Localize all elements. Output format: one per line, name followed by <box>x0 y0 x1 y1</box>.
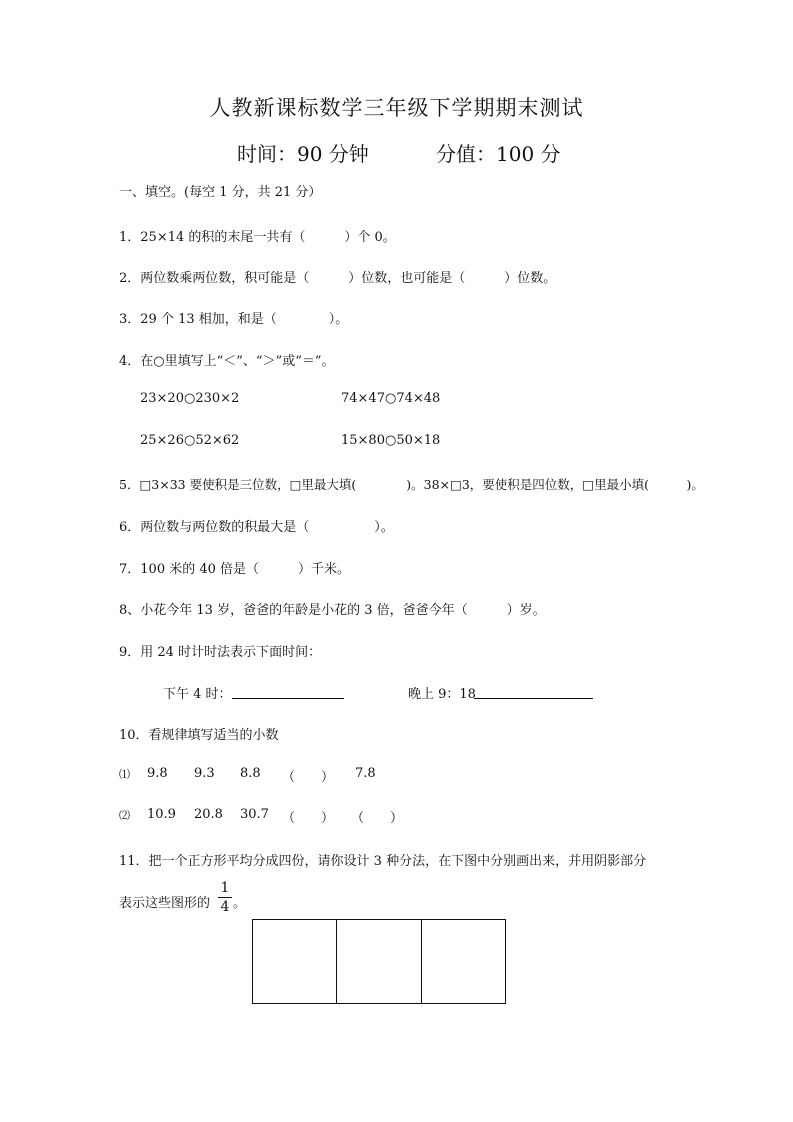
question-1: 1．25×14 的积的末尾一共有（ ）个 0。 <box>119 230 396 245</box>
question-7: 7．100 米的 40 倍是（ ）千米。 <box>119 562 351 577</box>
q10-row2-value-2: 20.8 <box>194 807 223 822</box>
q10-row2-value-1: 10.9 <box>147 807 176 822</box>
square-3[interactable] <box>422 920 505 1003</box>
q10-row1-value-1: 9.8 <box>147 766 168 781</box>
q4-item-4: 15×80○50×18 <box>341 433 441 448</box>
question-11: 11．把一个正方形平均分成四份，请你设计 3 种分法，在下图中分别画出来，并用阴影部分 <box>119 854 647 869</box>
drawing-squares <box>252 919 506 1004</box>
question-8: 8、小花今年 13 岁，爸爸的年龄是小花的 3 倍，爸爸今年（ ）岁。 <box>119 603 546 618</box>
q4-item-1: 23×20○230×2 <box>140 391 240 406</box>
square-1[interactable] <box>253 920 337 1003</box>
q4-item-2: 74×47○74×48 <box>341 391 441 406</box>
fraction-numerator: 1 <box>220 880 230 896</box>
q10-row1-value-3: 8.8 <box>240 766 261 781</box>
q4-item-3: 25×26○52×62 <box>140 433 240 448</box>
q10-row2-value-5: （ ） <box>351 811 404 826</box>
question-5: 5．□3×33 要使积是三位数，□里最大填( )。38×□3，要使积是四位数，□里最小填( )。 <box>119 477 704 492</box>
fraction-denominator: 4 <box>220 899 230 915</box>
page-title: 人教新课标数学三年级下学期期末测试 <box>209 96 584 120</box>
question-9: 9．用 24 时计时法表示下面时间： <box>119 645 322 660</box>
question-6: 6．两位数与两位数的积最大是（ ）。 <box>119 520 394 535</box>
square-2[interactable] <box>337 920 421 1003</box>
one-quarter-fraction <box>218 880 232 915</box>
q9-item-evening: 晚上 9：18 <box>408 687 476 702</box>
question-10: 10．看规律填写适当的小数 <box>119 728 279 743</box>
q10-row1-label: ⑴ <box>119 768 130 781</box>
q10-row2-value-3: 30.7 <box>240 807 269 822</box>
question-11-end: 。 <box>233 896 247 911</box>
question-2: 2．两位数乘两位数，积可能是（ ）位数，也可能是（ ）位数。 <box>119 271 557 286</box>
fraction-bar <box>218 897 232 898</box>
question-3: 3．29 个 13 相加，和是（ ）。 <box>119 312 349 327</box>
q9-answer-line-2 <box>474 698 593 699</box>
q10-row1-value-5: 7.8 <box>355 766 376 781</box>
q10-row1-value-2: 9.3 <box>194 766 215 781</box>
q10-row2-value-4: （ ） <box>282 811 335 826</box>
q10-row2-label: ⑵ <box>119 809 130 822</box>
question-11-line-2: 表示这些图形的 <box>119 896 211 911</box>
exam-time: 时间：90 分钟 <box>237 142 369 166</box>
section-heading: 一、填空。(每空 1 分，共 21 分） <box>119 185 322 200</box>
q9-answer-line-1 <box>232 698 344 699</box>
q9-item-afternoon: 下午 4 时： <box>163 687 232 702</box>
exam-score: 分值：100 分 <box>436 142 561 166</box>
question-4: 4．在○里填写上“＜”、“＞”或“＝”。 <box>119 354 335 369</box>
q10-row1-value-4: （ ） <box>282 770 335 785</box>
